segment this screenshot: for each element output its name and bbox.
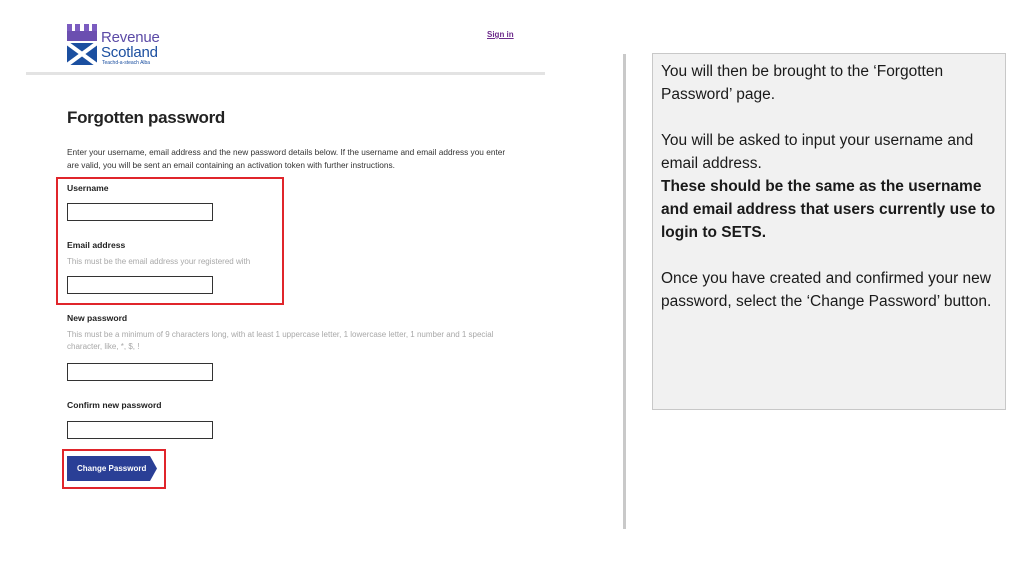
instruction-para-2: You will be asked to input your username and email address. [661,132,974,172]
instruction-panel [652,53,1006,410]
username-label: Username [67,183,109,193]
email-hint: This must be the email address your registered with [67,257,251,266]
instruction-para-3: Once you have created and confirmed your new password, select the ‘Change Password’ button. [661,270,992,310]
instruction-para-1: You will then be brought to the ‘Forgotten Password’ page. [661,63,944,103]
header-divider [26,72,545,75]
vertical-divider [623,54,626,529]
sign-in-link[interactable]: Sign in [487,30,514,39]
new-password-hint: This must be a minimum of 9 characters long, with at least 1 uppercase letter, 1 lowercase letter, 1 number and 1 special character, like, *, $, ! [67,330,494,351]
change-password-button-label: Change Password [77,464,147,473]
intro-text: Enter your username, email address and the new password details below. If the username and email address you enter are valid, you will be sent an email containing an activation token with further instructions. [67,147,506,170]
saltire-castle-icon [66,22,98,66]
revenue-scotland-logo[interactable] [66,22,176,68]
page-title: Forgotten password [67,108,225,127]
new-password-input[interactable] [67,363,213,381]
logo-text-gaelic: Teachd-a-steach Alba [102,60,151,66]
highlight-box-button [62,449,166,489]
logo-text-revenue: Revenue [101,29,160,46]
new-password-label: New password [67,313,128,323]
highlight-box-credentials [56,177,284,305]
confirm-password-label: Confirm new password [67,400,162,410]
logo-text-scotland: Scotland [101,44,158,61]
email-label: Email address [67,240,126,250]
confirm-password-input[interactable] [67,421,213,439]
instruction-para-2-bold: These should be the same as the username and email address that users currently use to login to SETS. [661,178,996,241]
